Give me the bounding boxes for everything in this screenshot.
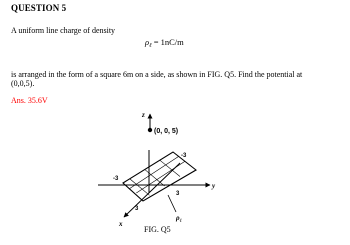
question-title: QUESTION 5: [11, 3, 67, 13]
tick-3-y: 3: [176, 191, 180, 197]
equation-symbol: ρ: [145, 37, 150, 47]
x-axis: [124, 163, 180, 217]
question-text-line-3: (0,0,5).: [11, 79, 35, 88]
rho-label: [175, 214, 182, 224]
tick-neg3-right: -3: [181, 153, 187, 159]
figure-caption: FIG. Q5: [144, 225, 171, 234]
tick-3-x: 3: [135, 206, 139, 212]
question-text-line-2: is arranged in the form of a square 6m on a side, as shown in FIG. Q5. Find the potential at: [11, 70, 303, 79]
equation-value: = 1nC/m: [151, 37, 184, 47]
tick-neg3-left: -3: [113, 176, 119, 182]
rho-pointer: [168, 195, 176, 212]
answer-prefix: Ans.: [11, 96, 28, 105]
axis-y-label: y: [212, 182, 216, 190]
answer-value: 35.6V: [27, 96, 48, 105]
rho-symbol: ρ: [176, 214, 180, 222]
axis-z-label: z: [142, 111, 145, 119]
equation-subscript: ℓ: [149, 43, 152, 49]
point-label: (0, 0, 5): [154, 128, 179, 135]
rho-subscript: ℓ: [179, 219, 182, 224]
question-text-line-1: A uniform line charge of density: [11, 26, 116, 35]
axis-x-label: x: [119, 220, 123, 228]
charged-square: [123, 152, 196, 201]
point-marker: [148, 128, 152, 132]
